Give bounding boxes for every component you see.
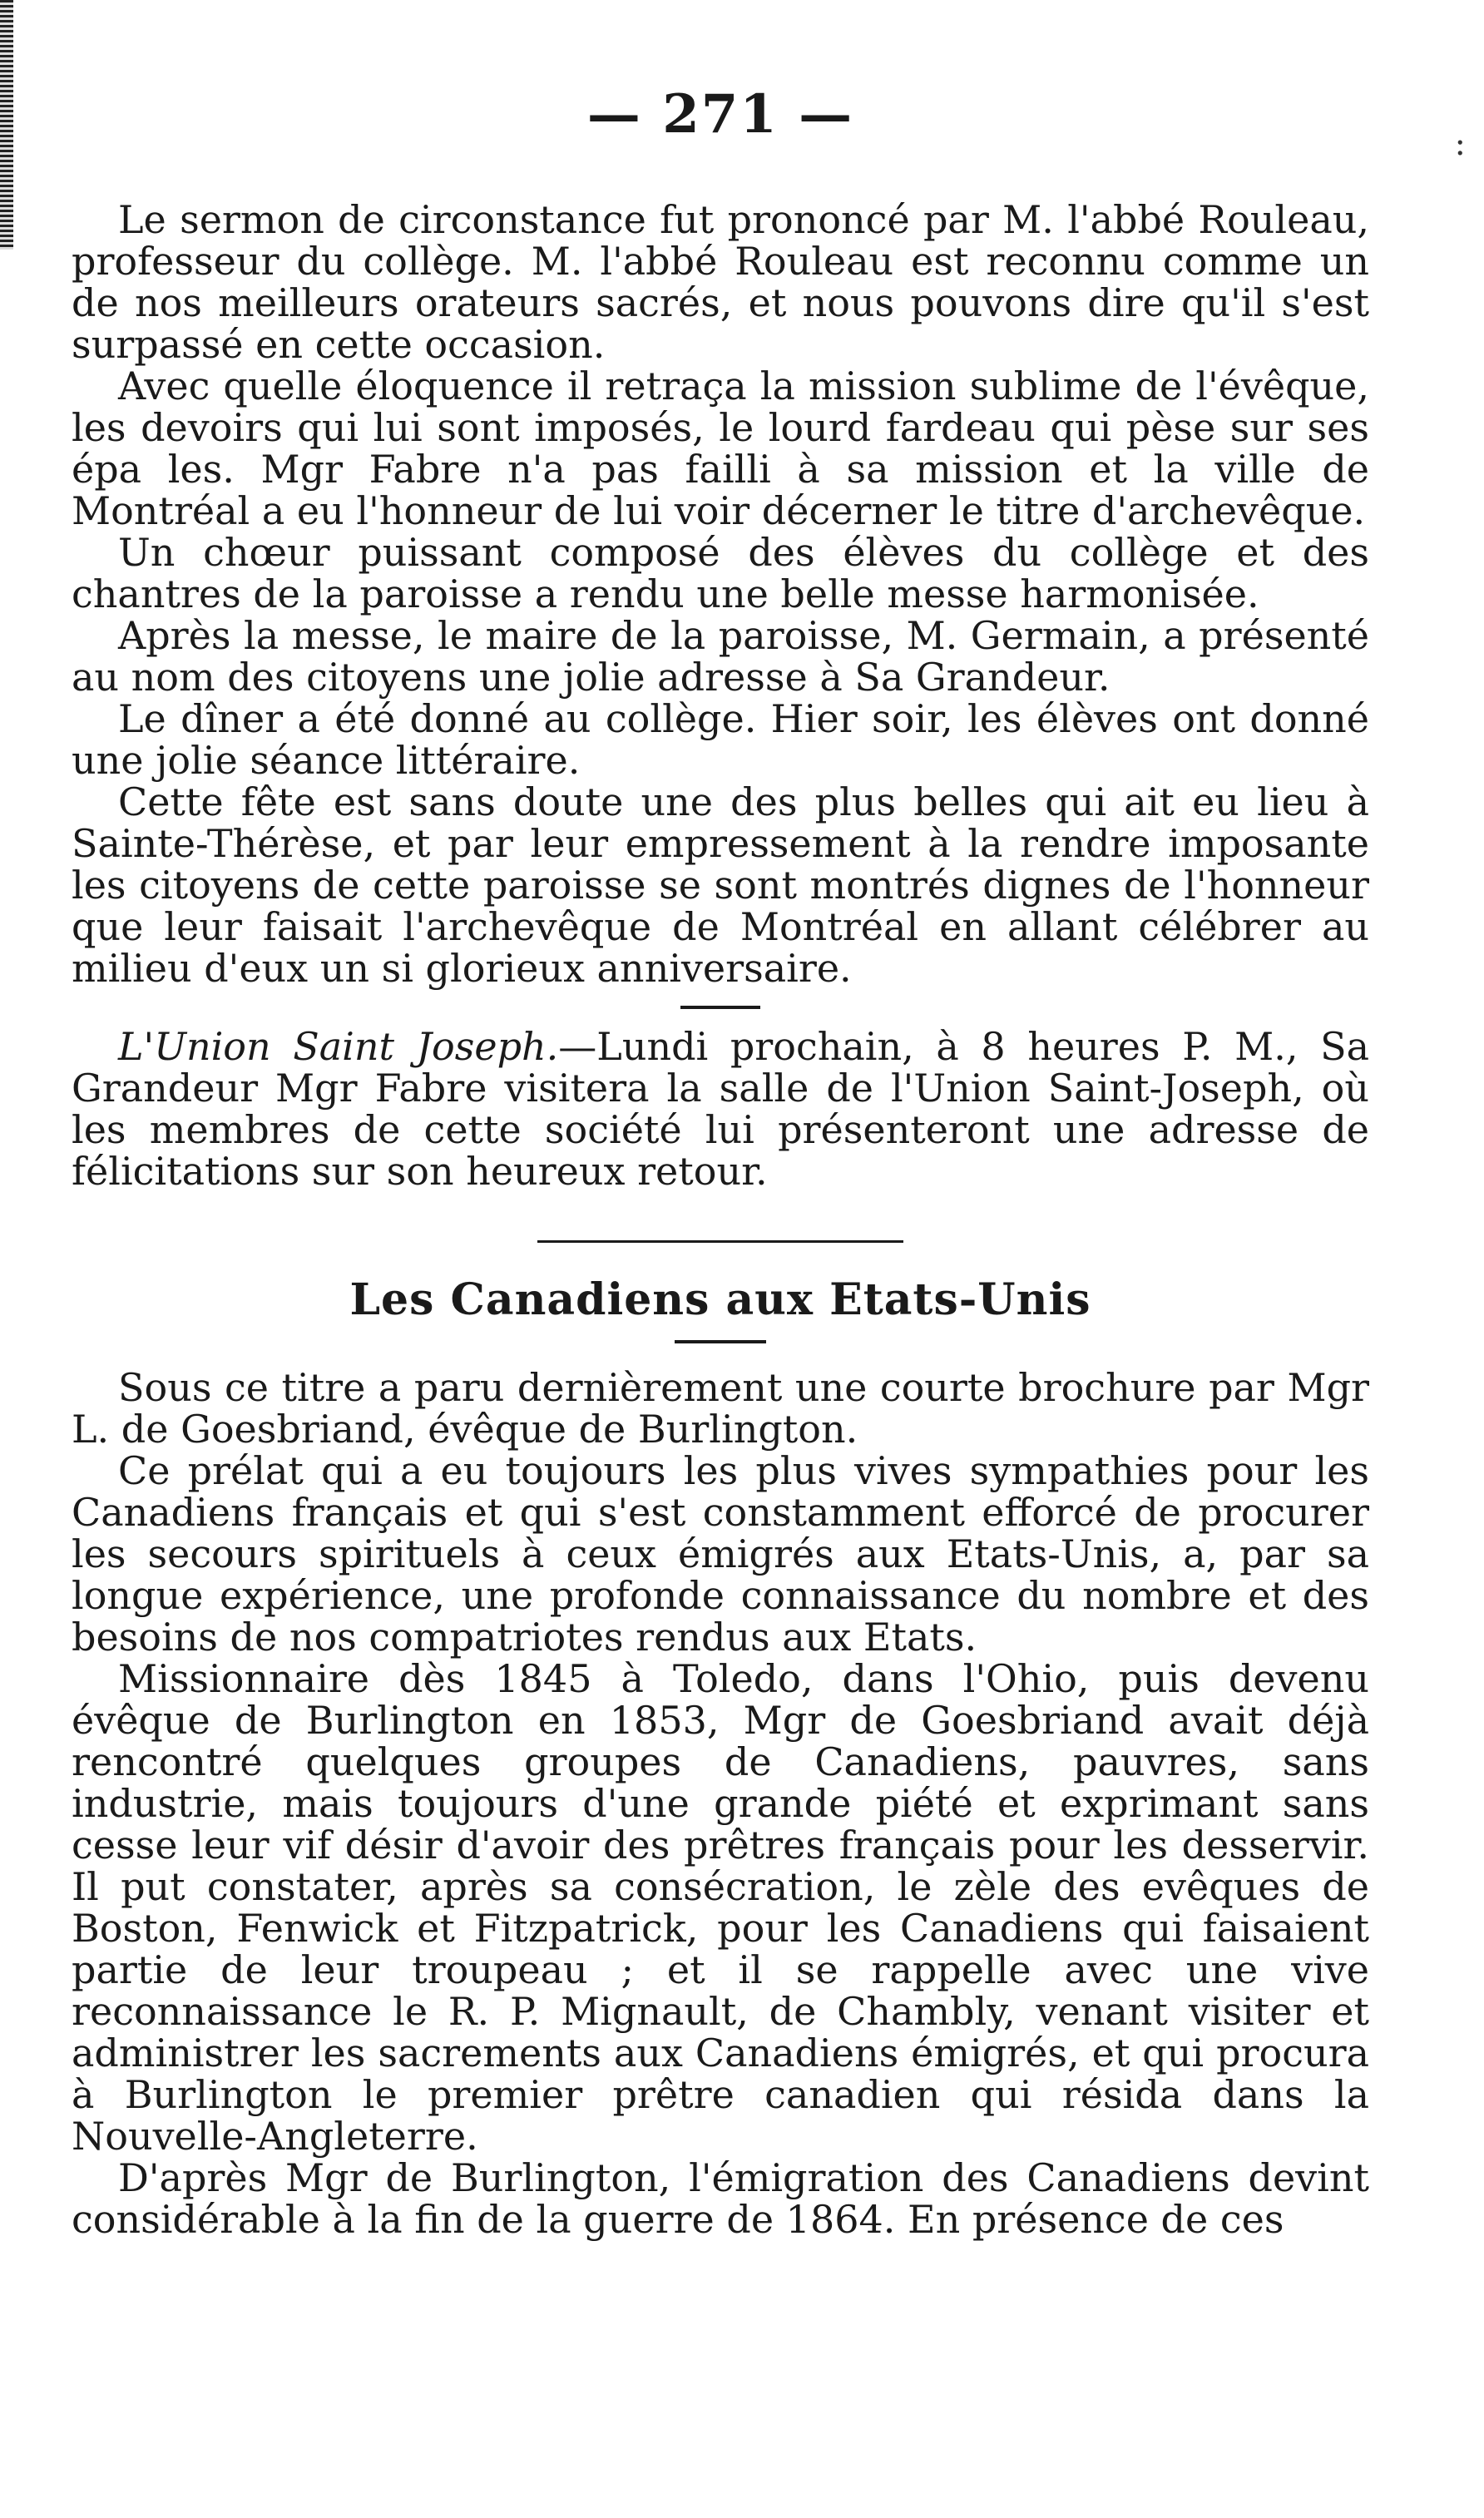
binding-edge [0, 0, 13, 250]
article-canadiens [72, 1367, 1369, 2240]
article-ceremony [72, 199, 1369, 989]
section-divider [537, 1240, 903, 1243]
paragraph: Cette fête est sans doute une des plus belles qui ait eu lieu à Sainte-Thérèse, et par leur empressement à la rendre imposante les citoyens de cette paroisse se sont montrés dignes de l'honneur que leur faisait l'archevêque de Montréal en allant célébrer au milieu d'eux un si glorieux anniversaire. [72, 779, 1369, 991]
margin-mark: : [1454, 125, 1466, 163]
page-content [72, 83, 1369, 2240]
paragraph: Après la messe, le maire de la paroisse, M. Germain, a présenté au nom des citoyens une jolie adresse à Sa Grandeur. [72, 613, 1369, 700]
notice-text: —Lundi prochain, à 8 heures P. M., Sa Grandeur Mgr Fabre visitera la salle de l'Union Saint-Joseph, où les membres de cette société lui présenteront une adresse de félicitations sur son heureux retour. [72, 1024, 1370, 1194]
paragraph: Un chœur puissant composé des élèves du collège et des chantres de la paroisse a rendu une belle messe harmonisée. [72, 530, 1369, 616]
paragraph: Sous ce titre a paru dernièrement une courte brochure par Mgr L. de Goesbriand, évêque de Burlington. [72, 1365, 1369, 1452]
page-number: — 271 — [586, 83, 854, 146]
notice-paragraph [72, 1026, 1369, 1192]
paragraph: D'après Mgr de Burlington, l'émigration des Canadiens devint considérable à la fin de la guerre de 1864. En présence de ces [72, 2155, 1369, 2242]
paragraph: Missionnaire dès 1845 à Toledo, dans l'Ohio, puis devenu évêque de Burlington en 1853, Mgr de Goesbriand avait déjà rencontré quelques groupes de Canadiens, pauvres, sans industrie, mais toujours d'une grande piété et exprimant sans cesse leur vif désir d'avoir des prêtres français pour les desservir. Il put constater, après sa consécration, le zèle des evêques de Boston, Fenwick et Fitzpatrick, pour les Canadiens qui faisaient partie de leur troupeau ; et il se rappelle avec une vive reconnaissance le R. P. Mignault, de Chambly, venant visiter et administrer les sacrements aux Canadiens émigrés, et qui procura à Burlington le premier prêtre canadien qui résida dans la Nouvelle-Angleterre. [72, 1656, 1369, 2159]
separator-rule [680, 1006, 760, 1009]
paragraph: Avec quelle éloquence il retraça la mission sublime de l'évêque, les devoirs qui lui sont imposés, le lourd fardeau qui pèse sur ses épa les. Mgr Fabre n'a pas failli à sa mission et la ville de Montréal a eu l'honneur de lui voir décerner le titre d'archevêque. [72, 364, 1369, 533]
paragraph: Le dîner a été donné au collège. Hier soir, les élèves ont donné une jolie séance littéraire. [72, 696, 1369, 783]
paragraph: Le sermon de circonstance fut prononcé par M. l'abbé Rouleau, professeur du collège. M. l'abbé Rouleau est reconnu comme un de nos meilleurs orateurs sacrés, et nous pouvons dire qu'il s'est surpassé en cette occasion. [72, 197, 1369, 367]
title-underline-rule [675, 1340, 766, 1343]
notice-lead: L'Union Saint Joseph. [118, 1024, 559, 1069]
paragraph: Ce prélat qui a eu toujours les plus vives sympathies pour les Canadiens français et qui s'est constamment efforcé de procurer les secours spirituels à ceux émigrés aux Etats-Unis, a, par sa longue expérience, une profonde connaissance du nombre et des besoins de nos compatriotes rendus aux Etats. [72, 1448, 1369, 1660]
section-title: Les Canadiens aux Etats-Unis [349, 1274, 1091, 1325]
